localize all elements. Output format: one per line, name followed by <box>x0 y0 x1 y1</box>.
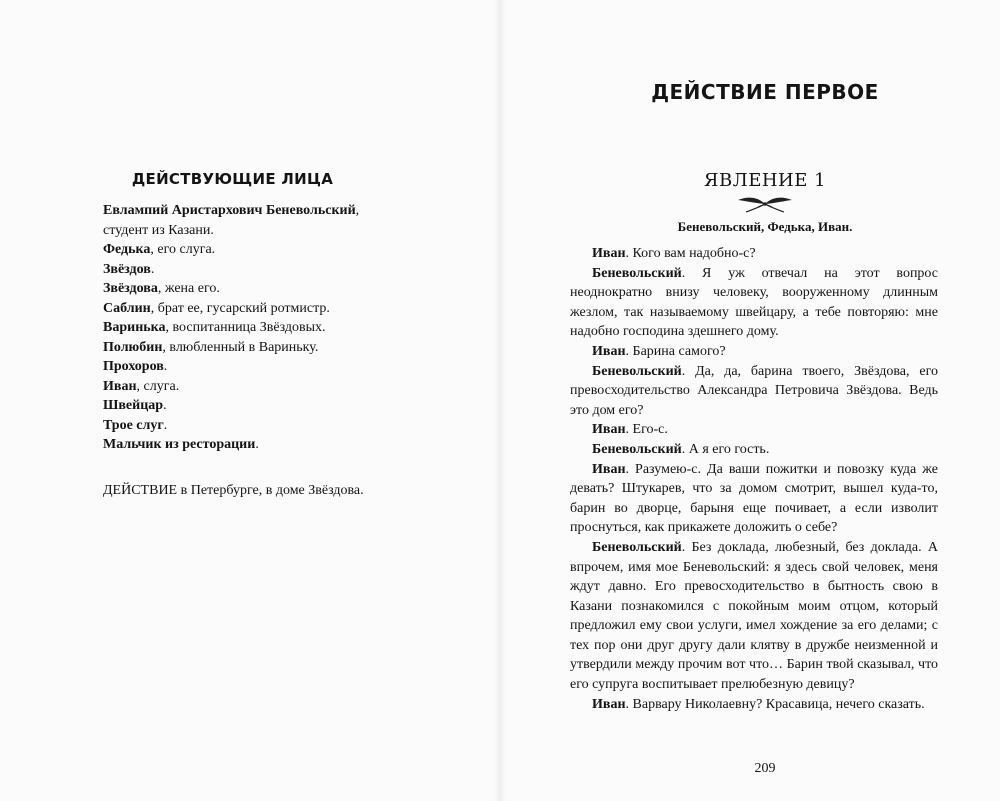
dialogue-line <box>570 244 938 264</box>
cast-name: Звёздова <box>103 281 158 296</box>
speaker: Беневольский <box>592 265 682 281</box>
dialogue-line <box>570 342 938 362</box>
cast-name: Трое слуг <box>103 417 164 433</box>
act-title: ДЕЙСТВИЕ ПЕРВОЕ <box>651 80 879 104</box>
speaker: Беневольский <box>592 363 682 379</box>
cast-desc: . <box>150 261 155 277</box>
dialogue <box>570 244 938 714</box>
setting-note: ДЕЙСТВИЕ в Петербурге, в доме Звёздова. <box>103 483 364 498</box>
dialogue-line <box>570 420 938 440</box>
scene-title: ЯВЛЕНИЕ 1 <box>703 170 827 191</box>
cast-name: Федька <box>103 242 151 257</box>
cast-entry <box>103 260 443 280</box>
cast-name: Прохоров <box>103 359 164 374</box>
line-text: . Я уж отвечал на этот вопрос неоднократно внизу человеку, вооруженному длинным жезлом, так называемому швейцару, а тебе повторяю: мне надобно господина здешнего дому. <box>570 265 938 340</box>
speaker: Беневольский <box>592 441 682 457</box>
scene-persons: Беневольский, Федька, Иван. <box>677 219 853 234</box>
dialogue-line <box>570 460 938 538</box>
line-text: . А я его гость. <box>681 441 770 457</box>
cast-entry <box>103 201 443 240</box>
cast-desc: . <box>255 437 259 452</box>
speaker: Иван <box>592 696 626 712</box>
cast-entry <box>103 396 443 416</box>
book-spine <box>494 0 506 801</box>
line-text: . Разумею-с. Да ваши пожитки и повозку куда же девать? Штукарев, что за домом смотрит, вышел куда-то, барин во дворце, барыня еще почивает, а если изволит проснуться, как прикажете доложить о себе? <box>570 461 938 536</box>
line-text: . Барина самого? <box>625 343 726 359</box>
cast-desc: , студент из Казани. <box>103 203 360 238</box>
speaker: Иван <box>592 422 626 438</box>
bow-ornament-icon <box>734 195 796 213</box>
dialogue-line <box>570 264 938 342</box>
cast-name: Варинька <box>103 320 166 335</box>
speaker: Иван <box>592 343 626 359</box>
page-number: 209 <box>754 761 776 776</box>
cast-desc: , его слуга. <box>150 242 216 257</box>
cast-desc: . <box>163 359 168 374</box>
dialogue-line <box>570 440 938 460</box>
cast-desc: , жена его. <box>157 281 220 296</box>
cast-entry <box>103 318 443 338</box>
cast-name: Звёздов <box>103 261 151 277</box>
speaker: Иван <box>592 246 626 261</box>
cast-entry <box>103 435 443 455</box>
dialogue-line <box>570 695 938 715</box>
right-page <box>500 0 1000 801</box>
dialogue-line <box>570 538 938 695</box>
speaker: Иван <box>592 461 626 477</box>
cast-name: Иван <box>103 378 137 394</box>
cast-desc: , слуга. <box>136 378 180 394</box>
cast-name: Евлампий Аристархович Беневольский <box>103 203 356 218</box>
line-text: . Да, да, барина твоего, Звёздова, его превосходительство Александра Петровича Звёздова. Ведь это дом его? <box>570 363 938 418</box>
line-text: . Кого вам надобно-с? <box>625 246 756 261</box>
cast-desc: . <box>163 398 167 413</box>
cast-name: Полюбин <box>103 339 163 355</box>
cast-name: Мальчик из ресторации <box>103 437 256 452</box>
speaker: Беневольский <box>592 539 682 555</box>
cast-entry <box>103 416 443 436</box>
cast-entry <box>103 279 443 299</box>
cast-heading: ДЕЙСТВУЮЩИЕ ЛИЦА <box>131 170 334 188</box>
dialogue-line <box>570 362 938 421</box>
cast-desc: , влюбленный в Вариньку. <box>162 339 319 355</box>
cast-desc: . <box>163 417 168 433</box>
cast-name: Швейцар <box>103 398 164 413</box>
cast-desc: , брат ее, гусарский ротмистр. <box>150 300 330 316</box>
cast-entry <box>103 377 443 397</box>
line-text: . Его-с. <box>625 422 668 438</box>
cast-entry <box>103 338 443 358</box>
cast-list <box>103 201 443 455</box>
line-text: . Без доклада, любезный, без доклада. А впрочем, имя мое Беневольский: я здесь свой человек, меня ждут давно. Его превосходительство в бытность свою в Казани познакомился с покойным моим отцом, который предложил ему свои услуги, имел хождение за его делами; с тех пор они друг другу дали клятву в дружбе неизменной и утвердили между прочим вот что… Барин твой сказывал, что его супруга воспитывает прелюбезную девицу? <box>570 539 938 693</box>
cast-name: Саблин <box>103 300 151 316</box>
line-text: . Варвару Николаевну? Красавица, нечего сказать. <box>625 696 925 712</box>
cast-entry <box>103 357 443 377</box>
cast-entry <box>103 240 443 260</box>
cast-desc: , воспитанница Звёздовых. <box>165 320 326 335</box>
cast-entry <box>103 299 443 319</box>
